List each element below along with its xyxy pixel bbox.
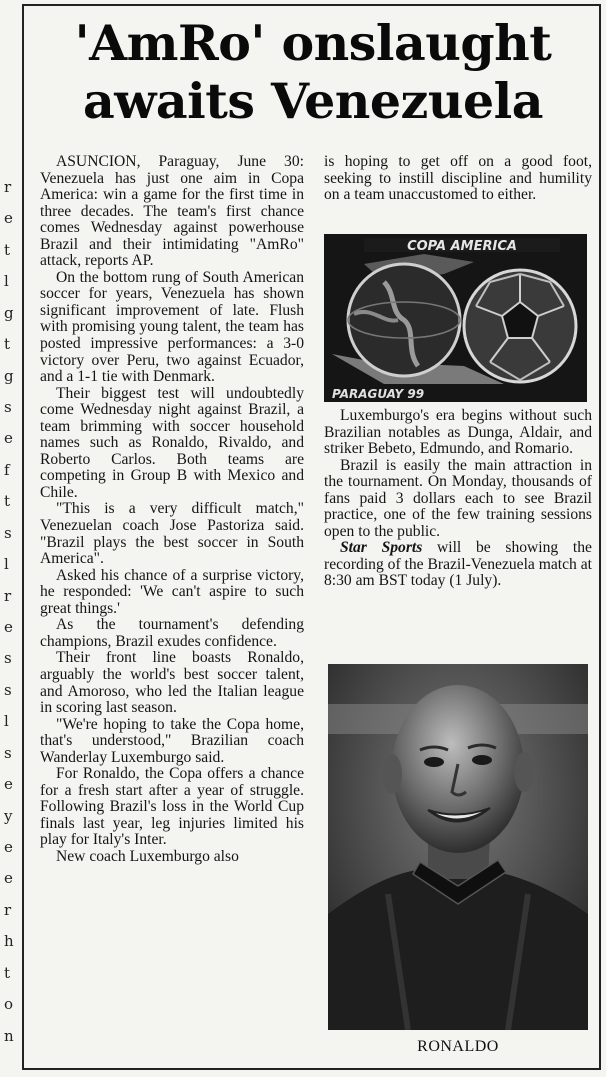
gutter-letter: y xyxy=(4,807,13,825)
gutter-letter: t xyxy=(4,241,11,259)
gutter-letter: g xyxy=(4,367,14,385)
photo-caption: RONALDO xyxy=(417,1038,499,1055)
gutter-letter: s xyxy=(4,649,12,667)
gutter-letter: t xyxy=(4,335,11,353)
paragraph: is hoping to get off on a good foot, seeking to instill discipline and humility on a team unaccustomed to either. xyxy=(324,153,592,204)
paragraph: ASUNCION, Paraguay, June 30: Venezuela has just one aim in Copa America: win a game for the first time in three decades. The team's first chance comes Wednesday against powerhouse Brazil and their intimidating "AmRo" attack, reports AP. xyxy=(40,153,304,270)
paragraph: Luxemburgo's era begins without such Brazilian notables as Dunga, Aldair, and striker Bebeto, Edmundo, and Romario. xyxy=(324,407,592,458)
gutter-letter: r xyxy=(4,587,12,605)
gutter-letter: s xyxy=(4,398,12,416)
star-sports-label: Star Sports xyxy=(340,539,423,557)
paragraph: "We're hoping to take the Copa home, that's understood," Brazilian coach Wanderlay Luxemburgo said. xyxy=(40,715,304,766)
gutter-letter: e xyxy=(4,775,13,793)
gutter-letter: l xyxy=(4,712,9,730)
star-sports-paragraph xyxy=(324,540,592,590)
gutter-letter: r xyxy=(4,178,12,196)
logo-top-text: COPA AMERICA xyxy=(407,239,517,254)
paragraph: Brazil is easily the main attraction in the tournament. On Monday, thousands of fans paid 3 dollars each to see Brazil practice, one of the few training sessions open to the public. xyxy=(324,456,592,540)
star-sports-text: will be showing the recording of the Brazil-Venezuela match at 8:30 am BST today (1 July). xyxy=(324,539,592,590)
ronaldo-portrait-image xyxy=(328,664,588,1030)
article-column-right-continued xyxy=(324,408,592,590)
adjacent-column-fragment xyxy=(0,150,22,1070)
gutter-letter: g xyxy=(4,304,14,322)
paragraph: "This is a very difficult match," Venezuelan coach Jose Pastoriza said. "Brazil plays the best soccer in South America". xyxy=(40,500,304,568)
border-bottom xyxy=(22,1068,601,1070)
gutter-letter: t xyxy=(4,492,11,510)
article-column-right xyxy=(324,154,592,204)
gutter-letter: n xyxy=(4,1027,14,1045)
gutter-letter: l xyxy=(4,555,9,573)
paragraph: Asked his chance of a surprise victory, he responded: 'We can't aspire to such great things.' xyxy=(40,566,304,617)
border-left xyxy=(22,4,24,1070)
copa-america-logo xyxy=(324,234,587,402)
paragraph: On the bottom rung of South American soccer for years, Venezuela has shown significant improvement of late. Flush with promising young talent, the team has posted impressive performances: a 3-0 victory over Peru, two against Ecuador, and a 1-1 tie with Denmark. xyxy=(40,268,304,386)
gutter-letter: e xyxy=(4,429,13,447)
headline xyxy=(30,14,596,130)
gutter-letter: o xyxy=(4,995,14,1013)
gutter-letter: e xyxy=(4,209,13,227)
gutter-letter: l xyxy=(4,272,9,290)
logo-bottom-text: PARAGUAY 99 xyxy=(332,387,425,401)
border-top xyxy=(22,4,601,6)
gutter-letter: e xyxy=(4,618,13,636)
article-column-left xyxy=(40,154,304,866)
paragraph: New coach Luxemburgo also xyxy=(56,847,239,865)
paragraph: As the tournament's defending champions, Brazil exudes confidence. xyxy=(40,616,304,650)
gutter-letter: r xyxy=(4,901,12,919)
gutter-letter: s xyxy=(4,524,12,542)
paragraph: For Ronaldo, the Copa offers a chance for a fresh start after a year of struggle. Following Brazil's loss in the World Cup finals last year, leg injuries limited his play for Italy's Inter. xyxy=(40,765,304,849)
headline-line-1: 'AmRo' onslaught xyxy=(74,14,552,72)
copa-america-logo-graphic xyxy=(324,234,587,402)
paragraph: Their front line boasts Ronaldo, arguably the world's best soccer talent, and Amoroso, who led the Italian league in scoring last season. xyxy=(40,649,304,717)
gutter-letter: e xyxy=(4,869,13,887)
gutter-letter: f xyxy=(4,461,10,479)
gutter-letter: s xyxy=(4,681,12,699)
border-right xyxy=(599,4,601,1070)
gutter-letter: s xyxy=(4,744,12,762)
gutter-letter: e xyxy=(4,838,13,856)
gutter-letter: h xyxy=(4,932,14,950)
headline-line-2: awaits Venezuela xyxy=(82,72,544,130)
gutter-letter: t xyxy=(4,964,11,982)
paragraph: Their biggest test will undoubtedly come Wednesday night against Brazil, a team brimming with soccer household names such as Ronaldo, Rivaldo, and Roberto Carlos. Both teams are competing in Group B with Mexico and Chile. xyxy=(40,384,304,501)
ronaldo-photo xyxy=(328,664,588,1030)
